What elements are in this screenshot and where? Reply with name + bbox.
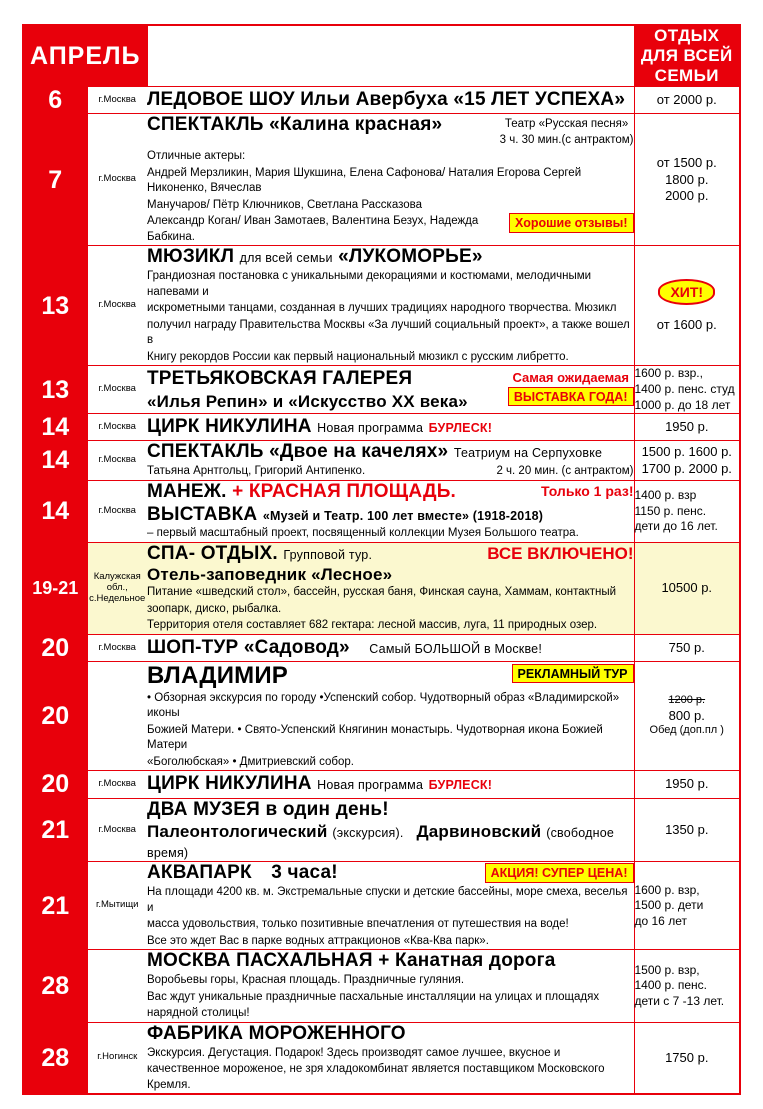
row-body — [147, 798, 634, 862]
row-date: 14 — [23, 480, 87, 542]
row-date: 20 — [23, 662, 87, 771]
title-rest: 3 часа! — [271, 862, 338, 884]
price-line: 1500 р. 1600 р. — [641, 444, 732, 460]
desc-line: нарядной столицы! — [147, 1007, 250, 1020]
row-price — [634, 771, 740, 798]
table-row — [23, 634, 740, 661]
title-main: ЛЕДОВОЕ ШОУ — [147, 89, 295, 111]
desc-line: На площади 4200 кв. м. Экстремальные спуски и детские бассейны, море смеха, веселья и — [147, 886, 628, 914]
price-line: от 1500 р. — [656, 155, 717, 171]
row-title — [147, 441, 634, 463]
title-main: АКВАПАРК — [147, 862, 252, 884]
title-main: СПЕКТАКЛЬ — [147, 114, 264, 136]
row-title — [147, 773, 634, 795]
price-line: 1600 р. взр, — [634, 882, 700, 897]
title-rest: + Канатная дорога — [378, 950, 556, 972]
row-body — [147, 662, 634, 771]
price-old: 1200 р. — [668, 694, 706, 707]
row-price — [634, 246, 740, 366]
title-quote: «Садовод» — [243, 637, 350, 659]
promo-tour-badge: РЕКЛАМНЫЙ ТУР — [512, 664, 634, 683]
row-price — [634, 798, 740, 862]
row-city: г.Москва — [87, 441, 147, 480]
row-city: г.Мытищи — [87, 862, 147, 950]
price-line: до 16 лет — [634, 913, 687, 928]
desc-line: – первый масштабный проект, посвященный коллекции Музея Большого театра. — [147, 527, 579, 540]
desc-line: качественное мороженое, не зря хладокомбинат является поставщиком Московского Кремля. — [147, 1063, 605, 1091]
row-body — [147, 414, 634, 441]
row-body — [147, 246, 634, 366]
price-line: от 2000 р. — [656, 92, 717, 107]
title2-quote: «Музей и Театр. 100 лет вместе» (1918-2018) — [262, 508, 544, 523]
note-red: БУРЛЕСК! — [428, 778, 493, 793]
row-price — [634, 87, 740, 114]
venue: Театр «Русская песня» — [504, 118, 629, 131]
title3-note: (свободное время) — [147, 826, 615, 860]
row-date: 28 — [23, 950, 87, 1022]
table-row — [23, 950, 740, 1022]
row-body — [147, 1022, 634, 1094]
row-title — [147, 799, 634, 821]
desc-line: • Обзорная экскурсия по городу •Успенский собор. Чудотворный образ «Владимирской» иконы — [147, 691, 620, 720]
row-price — [634, 662, 740, 771]
row-title — [147, 89, 634, 111]
row-date: 13 — [23, 246, 87, 366]
row-city — [87, 662, 147, 771]
row-title — [147, 543, 481, 565]
title-main: ШОП-ТУР — [147, 637, 239, 659]
title-main: ЦИРК НИКУЛИНА — [147, 773, 312, 795]
row-city: г.Москва — [87, 414, 147, 441]
price-line: от 1600 р. — [656, 316, 717, 332]
cast-line: Александр Коган/ Иван Замотаев, Валентина Безух, Надежда Бабкина. — [147, 215, 479, 243]
row-title2 — [147, 822, 634, 861]
table-row — [23, 366, 740, 414]
table-row — [23, 246, 740, 366]
row-body — [147, 634, 634, 661]
row-title2: Отель-заповедник «Лесное» — [147, 564, 393, 584]
table-row — [23, 414, 740, 441]
row-date: 14 — [23, 414, 87, 441]
row-price — [634, 114, 740, 246]
row-body — [147, 87, 634, 114]
desc-line: масса удовольствия, только позитивные впечатления от путешествия на воде! — [147, 918, 569, 931]
price-line: 1950 р. — [665, 776, 709, 792]
row-title2 — [147, 504, 634, 526]
row-price — [634, 862, 740, 950]
price-line: 1400 р. взр — [634, 487, 697, 502]
row-city — [87, 950, 147, 1022]
badge-line1: Самая ожидаемая — [512, 370, 629, 385]
row-city: г.Москва — [87, 246, 147, 366]
title-rest: Групповой тур. — [283, 547, 373, 562]
table-row — [23, 862, 740, 950]
exhibition-badge: ВЫСТАВКА ГОДА! — [508, 387, 634, 406]
price-line: 1750 р. — [665, 1049, 709, 1065]
table-row — [23, 798, 740, 862]
price-line: 1700 р. 2000 р. — [641, 460, 732, 476]
price-line: 750 р. — [668, 639, 705, 655]
row-subtitle: «Илья Репин» и «Искусство XX века» — [147, 391, 468, 411]
row-body — [147, 114, 634, 246]
desc-line: получил награду Правительства Москвы «За лучший социальный проект», а также вошел в — [147, 318, 630, 347]
row-city: г.Москва — [87, 480, 147, 542]
price-line: 1400 р. пенс. студ — [634, 381, 735, 396]
row-title — [147, 481, 535, 503]
price-line: 1800 р. — [665, 171, 709, 187]
title-quote: «Двое на качелях» — [269, 441, 449, 463]
desc-line: Все это ждет Вас в парке водных аттракционов «Ква-Ква парк». — [147, 934, 489, 947]
row-date: 6 — [23, 87, 87, 114]
duration: 3 ч. 30 мин.(с антрактом) — [499, 133, 634, 146]
price-line: 1400 р. пенс. — [634, 978, 708, 993]
cast-line: Андрей Мерзликин, Мария Шукшина, Елена Сафонова/ Наталия Егорова Сергей Никоненко, Вячеслав — [147, 166, 582, 195]
title-red: + КРАСНАЯ ПЛОЩАДЬ. — [232, 480, 457, 502]
note-red: БУРЛЕСК! — [428, 421, 493, 436]
limited-badge: Только 1 раз! — [541, 482, 634, 499]
desc-line: Территория отеля составляет 682 гектара: лесной массив, луга, 11 природных озер. — [147, 619, 598, 632]
title-main: ЦИРК НИКУЛИНА — [147, 416, 312, 438]
price-line: 2000 р. — [665, 187, 709, 203]
price-line: дети с 7 -13 лет. — [634, 993, 725, 1008]
note-plain: Новая программа — [317, 421, 424, 436]
row-city: г.Москва — [87, 114, 147, 246]
row-date: 7 — [23, 114, 87, 246]
reviews-badge: Хорошие отзывы! — [509, 213, 633, 232]
title2: ВЫСТАВКА — [147, 503, 258, 525]
row-price — [634, 441, 740, 480]
price-line: дети до 16 лет. — [634, 519, 718, 534]
row-title — [147, 368, 502, 390]
note-plain: Новая программа — [317, 778, 424, 793]
title-main: МОСКВА ПАСХАЛЬНАЯ — [147, 950, 373, 972]
row-body — [147, 862, 634, 950]
table-row — [23, 662, 740, 771]
row-title — [147, 246, 634, 268]
row-title: ВЛАДИМИР — [147, 662, 288, 690]
price-line: 1150 р. пенс. — [634, 503, 707, 518]
price-line: 1500 р. дети — [634, 898, 704, 913]
desc-line: Грандиозная постановка с уникальными декорациями и костюмами, мелодичными напевами и — [147, 270, 592, 298]
row-city: г.Москва — [87, 798, 147, 862]
price-line: 1350 р. — [665, 821, 709, 837]
title-rest: Ильи Авербуха — [300, 89, 448, 111]
row-title — [147, 637, 634, 659]
row-title — [147, 950, 634, 972]
title2: Палеонтологический — [147, 822, 328, 842]
schedule-table — [22, 24, 741, 1095]
price-line: 1000 р. до 18 лет — [634, 397, 731, 412]
row-date: 19-21 — [23, 542, 87, 634]
month-title: АПРЕЛЬ — [23, 25, 147, 87]
row-price — [634, 366, 740, 414]
row-title — [147, 114, 494, 136]
table-header-row — [23, 25, 740, 87]
row-body — [147, 366, 634, 414]
desc-line: Экскурсия. Дегустация. Подарок! Здесь производят самое лучшее, вкусное и — [147, 1046, 561, 1059]
table-row — [23, 480, 740, 542]
row-city: г.Москва — [87, 771, 147, 798]
title-main: СПА- ОТДЫХ. — [147, 542, 278, 564]
row-date: 21 — [23, 862, 87, 950]
row-date: 21 — [23, 798, 87, 862]
price-line: 1950 р. — [665, 419, 709, 435]
desc-line: зоопарк, диско, рыбалка. — [147, 602, 282, 615]
title-main: СПЕКТАКЛЬ — [147, 441, 264, 463]
desc-line: Божией Матери. • Свято-Успенский Княгинин монастырь. Чудотворная икона Божией Матери — [147, 723, 603, 752]
header-spacer — [147, 25, 634, 87]
price-line: 10500 р. — [661, 580, 713, 596]
title-quote: «15 ЛЕТ УСПЕХА» — [453, 89, 626, 111]
row-price — [634, 950, 740, 1022]
title-rest: в один день! — [265, 798, 389, 820]
table-row — [23, 542, 740, 634]
row-body — [147, 480, 634, 542]
title-main: МЮЗИКЛ — [147, 246, 235, 268]
row-date: 20 — [23, 634, 87, 661]
title-quote: «Калина красная» — [269, 114, 443, 136]
desc-line: «Боголюбская» • Дмитриевский собор. — [147, 755, 354, 768]
row-date: 28 — [23, 1022, 87, 1094]
row-price — [634, 542, 740, 634]
row-city: г.Ногинск — [87, 1022, 147, 1094]
row-title — [147, 862, 479, 884]
title3: Дарвиновский — [416, 822, 542, 842]
row-title — [147, 416, 634, 438]
desc-line: Книгу рекордов России как первый национальный мюзикл с русским либретто. — [147, 350, 569, 363]
tagline: ОТДЫХ ДЛЯ ВСЕЙ СЕМЬИ — [634, 25, 740, 87]
table-row — [23, 114, 740, 246]
table-row — [23, 441, 740, 480]
row-title: ФАБРИКА МОРОЖЕННОГО — [147, 1022, 406, 1044]
price-line: 1500 р. взр, — [634, 962, 700, 977]
duration: 2 ч. 20 мин. (с антрактом) — [496, 465, 634, 478]
row-body — [147, 771, 634, 798]
row-city: Калужская обл., с.Недельное — [87, 542, 147, 634]
title2-note: (экскурсия). — [332, 826, 404, 841]
venue: Театриум на Серпуховке — [453, 446, 603, 461]
row-price — [634, 414, 740, 441]
row-city: г.Москва — [87, 366, 147, 414]
note-plain: Самый БОЛЬШОЙ в Москве! — [369, 642, 542, 657]
promo-badge: АКЦИЯ! СУПЕР ЦЕНА! — [485, 863, 634, 882]
row-body — [147, 950, 634, 1022]
row-city: г.Москва — [87, 634, 147, 661]
row-body — [147, 542, 634, 634]
row-price — [634, 480, 740, 542]
price-line: 1600 р. взр., — [634, 366, 703, 381]
row-date: 14 — [23, 441, 87, 480]
desc-line: Воробьевы горы, Красная площадь. Праздничные гуляния. — [147, 974, 465, 987]
price-line: 800 р. — [668, 708, 705, 724]
row-date: 13 — [23, 366, 87, 414]
table-row — [23, 771, 740, 798]
hit-badge: ХИТ! — [658, 279, 715, 305]
row-city: г.Москва — [87, 87, 147, 114]
title-main: МАНЕЖ. — [147, 480, 227, 502]
table-row — [23, 1022, 740, 1094]
cast-line: Татьяна Арнтгольц, Григорий Антипенко. — [147, 465, 366, 478]
row-body — [147, 441, 634, 480]
title-rest: для всей семьи — [239, 251, 333, 266]
title-main: ТРЕТЬЯКОВСКАЯ ГАЛЕРЕЯ — [147, 368, 413, 389]
all-inclusive-badge: ВСЕ ВКЛЮЧЕНО! — [487, 543, 634, 563]
title-main: ДВА МУЗЕЯ — [147, 798, 260, 820]
desc-line: Вас ждут уникальные праздничные пасхальные инсталляции на улицах и площадях — [147, 990, 600, 1003]
row-price — [634, 634, 740, 661]
desc-line: Питание «шведский стол», бассейн, русская баня, Финская сауна, Хаммам, контактный — [147, 586, 617, 599]
desc-line: искрометными танцами, созданная в лучших традициях народного творчества. Мюзикл — [147, 302, 617, 315]
row-date: 20 — [23, 771, 87, 798]
title-quote: «ЛУКОМОРЬЕ» — [338, 246, 483, 268]
row-price — [634, 1022, 740, 1094]
cast-label: Отличные актеры: — [147, 150, 246, 163]
table-row — [23, 87, 740, 114]
price-note: Обед (доп.пл ) — [649, 724, 724, 737]
cast-line: Манучаров/ Пётр Ключников, Светлана Рассказова — [147, 198, 423, 211]
